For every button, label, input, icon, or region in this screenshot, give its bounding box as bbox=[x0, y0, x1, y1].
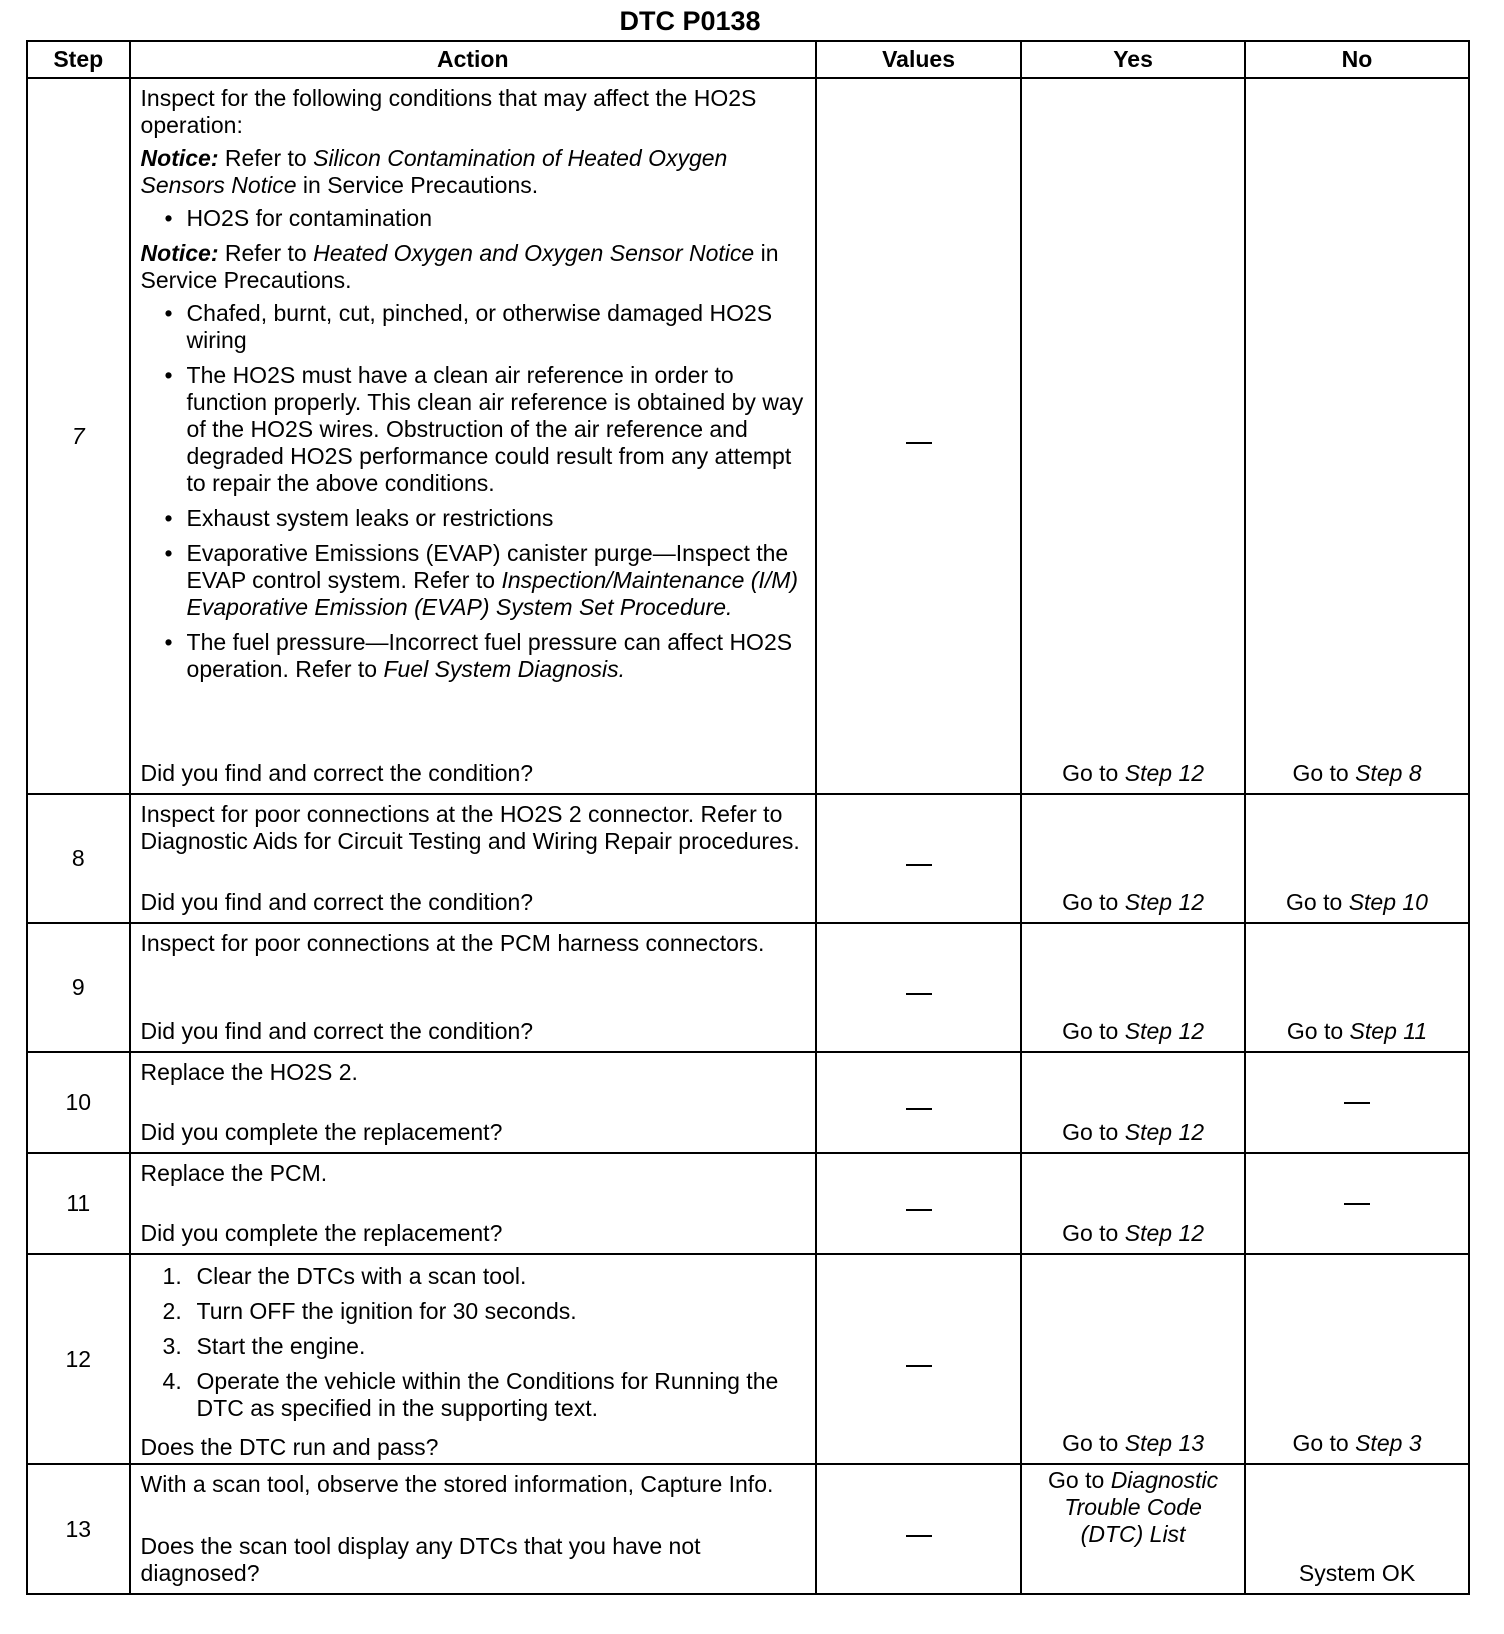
no-result: System OK bbox=[1298, 1560, 1416, 1586]
header-row bbox=[27, 41, 1469, 78]
value-cell bbox=[816, 794, 1021, 923]
step-number: 12 bbox=[27, 1254, 130, 1464]
page-title: DTC P0138 bbox=[619, 6, 761, 36]
value-cell bbox=[816, 1052, 1021, 1153]
action-question: Does the DTC run and pass? bbox=[140, 1434, 439, 1460]
no-cell bbox=[1245, 1464, 1469, 1594]
bullet-list bbox=[141, 205, 807, 232]
value-cell bbox=[816, 1254, 1021, 1464]
step-number: 9 bbox=[27, 923, 130, 1052]
goto-no: Go to Step 11 bbox=[1286, 1018, 1428, 1044]
table-row bbox=[27, 923, 1469, 1052]
value-cell bbox=[816, 1153, 1021, 1254]
no-cell bbox=[1245, 923, 1469, 1052]
step-number: 8 bbox=[27, 794, 130, 923]
table-row bbox=[27, 78, 1469, 794]
list-item: • The HO2S must have a clean air reference in order to function properly. This clean air reference is obtained by way of the HO2S wires. Obstruction of the air reference and degraded HO2S performance could result from any attempt to repair the above conditions. bbox=[187, 362, 807, 497]
list-item: 1. Clear the DTCs with a scan tool. bbox=[162, 1263, 527, 1289]
dash bbox=[906, 1535, 932, 1537]
action-text: Inspect for the following conditions that may affect the HO2S operation: bbox=[140, 85, 757, 138]
action-question: Did you complete the replacement? bbox=[140, 1119, 503, 1145]
table-row bbox=[27, 1254, 1469, 1464]
no-cell bbox=[1245, 1254, 1469, 1464]
action-question: Did you find and correct the condition? bbox=[140, 760, 534, 786]
notice: Notice: Refer to Silicon Contamination of Heated Oxygen Sensors Notice in Service Precautions. bbox=[140, 145, 728, 198]
action-cell bbox=[130, 1153, 816, 1254]
yes-cell bbox=[1021, 78, 1245, 794]
yes-cell bbox=[1021, 794, 1245, 923]
numbered-list bbox=[141, 1263, 807, 1430]
step-number: 11 bbox=[27, 1153, 130, 1254]
action-question: Did you find and correct the condition? bbox=[140, 889, 534, 915]
yes-cell bbox=[1021, 1464, 1245, 1594]
action-question: Did you find and correct the condition? bbox=[140, 1018, 534, 1044]
list-item: • Chafed, burnt, cut, pinched, or otherwise damaged HO2S wiring bbox=[187, 300, 807, 354]
header-step: Step bbox=[27, 41, 130, 78]
goto-no: Go to Step 8 bbox=[1292, 760, 1422, 786]
list-item: 3. Start the engine. bbox=[162, 1333, 366, 1359]
header-yes: Yes bbox=[1021, 41, 1245, 78]
action-text: Inspect for poor connections at the HO2S 2 connector. Refer to Diagnostic Aids for Circuit Testing and Wiring Repair procedures. bbox=[140, 801, 800, 854]
dash bbox=[906, 864, 932, 866]
action-cell bbox=[130, 794, 816, 923]
yes-cell bbox=[1021, 1052, 1245, 1153]
action-text: Replace the PCM. bbox=[140, 1160, 328, 1186]
action-text: Replace the HO2S 2. bbox=[140, 1059, 358, 1085]
notice: Notice: Refer to Heated Oxygen and Oxygen Sensor Notice in Service Precautions. bbox=[140, 240, 779, 293]
action-cell bbox=[130, 78, 816, 794]
goto-yes: Go to Step 12 bbox=[1062, 760, 1205, 786]
dash bbox=[1344, 1203, 1370, 1205]
table-row bbox=[27, 1464, 1469, 1594]
goto-yes: Go to Step 13 bbox=[1062, 1430, 1205, 1456]
goto-no: Go to Step 10 bbox=[1286, 889, 1428, 915]
header-values: Values bbox=[816, 41, 1021, 78]
step-number: 7 bbox=[27, 78, 130, 794]
goto-yes: Go to Step 12 bbox=[1062, 1119, 1205, 1145]
action-cell bbox=[130, 1052, 816, 1153]
goto-yes: Go to Step 12 bbox=[1062, 889, 1205, 915]
list-item: • HO2S for contamination bbox=[187, 205, 807, 232]
yes-cell bbox=[1021, 923, 1245, 1052]
dash bbox=[1344, 1102, 1370, 1104]
dash bbox=[906, 1209, 932, 1211]
bullet-list bbox=[141, 300, 807, 683]
action-cell bbox=[130, 1464, 816, 1594]
value-cell bbox=[816, 1464, 1021, 1594]
list-item: • The fuel pressure—Incorrect fuel pressure can affect HO2S operation. Refer to Fuel System Diagnosis. bbox=[187, 629, 807, 683]
header-action: Action bbox=[130, 41, 816, 78]
no-cell bbox=[1245, 1052, 1469, 1153]
diagnostic-table bbox=[26, 40, 1470, 1595]
list-item: 2. Turn OFF the ignition for 30 seconds. bbox=[162, 1298, 577, 1324]
goto-no: Go to Step 3 bbox=[1292, 1430, 1422, 1456]
header-no: No bbox=[1245, 41, 1469, 78]
no-cell bbox=[1245, 794, 1469, 923]
dash bbox=[906, 1108, 932, 1110]
yes-cell bbox=[1021, 1153, 1245, 1254]
list-item: • Evaporative Emissions (EVAP) canister purge—Inspect the EVAP control system. Refer to Inspection/Maintenance (I/M) Evaporative Emission (EVAP) System Set Procedure. bbox=[187, 540, 807, 621]
yes-cell bbox=[1021, 1254, 1245, 1464]
value-cell bbox=[816, 923, 1021, 1052]
table-row bbox=[27, 1153, 1469, 1254]
step-number: 10 bbox=[27, 1052, 130, 1153]
goto-yes: Go to Step 12 bbox=[1062, 1018, 1205, 1044]
action-question: Does the scan tool display any DTCs that you have not diagnosed? bbox=[140, 1533, 701, 1586]
table-row bbox=[27, 794, 1469, 923]
dash bbox=[906, 442, 932, 444]
action-text: With a scan tool, observe the stored information, Capture Info. bbox=[140, 1471, 774, 1497]
no-cell bbox=[1245, 78, 1469, 794]
table-row bbox=[27, 1052, 1469, 1153]
list-item: 4. Operate the vehicle within the Conditions for Running the DTC as specified in the supporting text. bbox=[162, 1368, 779, 1421]
action-question: Did you complete the replacement? bbox=[140, 1220, 503, 1246]
goto-yes: Go to Diagnostic Trouble Code (DTC) List bbox=[1048, 1467, 1219, 1547]
step-number: 13 bbox=[27, 1464, 130, 1594]
action-cell bbox=[130, 923, 816, 1052]
list-item: • Exhaust system leaks or restrictions bbox=[187, 505, 807, 532]
value-cell bbox=[816, 78, 1021, 794]
dash bbox=[906, 1365, 932, 1367]
dash bbox=[906, 993, 932, 995]
action-cell bbox=[130, 1254, 816, 1464]
action-text: Inspect for poor connections at the PCM harness connectors. bbox=[140, 930, 765, 956]
no-cell bbox=[1245, 1153, 1469, 1254]
goto-yes: Go to Step 12 bbox=[1062, 1220, 1205, 1246]
